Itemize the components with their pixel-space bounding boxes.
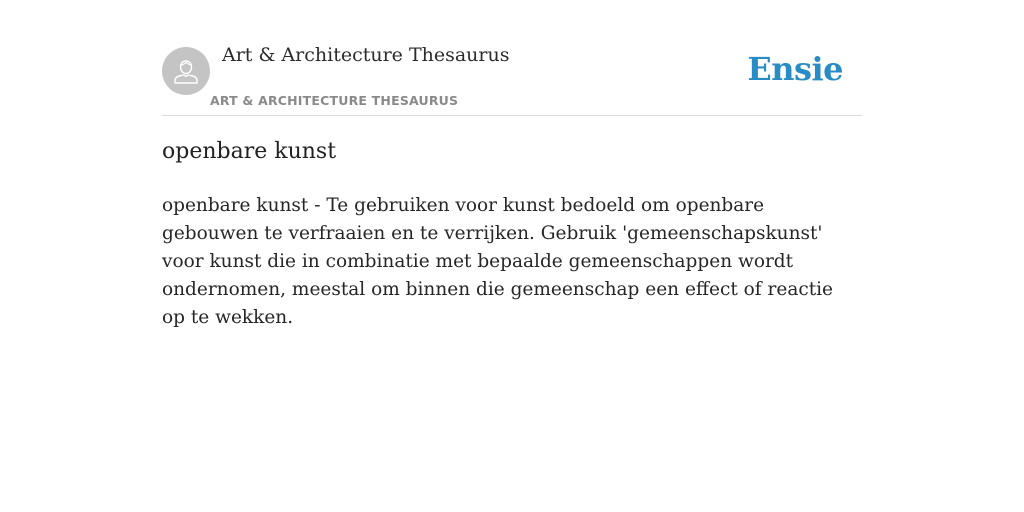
author-name[interactable]: Art & Architecture Thesaurus (222, 44, 510, 66)
ensie-logo[interactable]: Ensie (747, 50, 843, 88)
entry-card (162, 0, 862, 328)
user-avatar-icon[interactable] (162, 47, 210, 95)
entry-title: openbare kunst (162, 139, 337, 164)
person-outline-icon (171, 56, 201, 86)
source-label[interactable]: ART & ARCHITECTURE THESAURUS (210, 93, 459, 108)
entry-header (162, 0, 862, 116)
entry-definition: openbare kunst - Te gebruiken voor kunst bedoeld om openbare gebouwen te verfraaien en te verrijken. Gebruik 'gemeenschapskunst' voor kunst die in combinatie met bepaalde gemeenschappen wordt ondernomen, meestal om binnen die gemeenschap een effect of reactie op te wekken. (162, 195, 834, 328)
